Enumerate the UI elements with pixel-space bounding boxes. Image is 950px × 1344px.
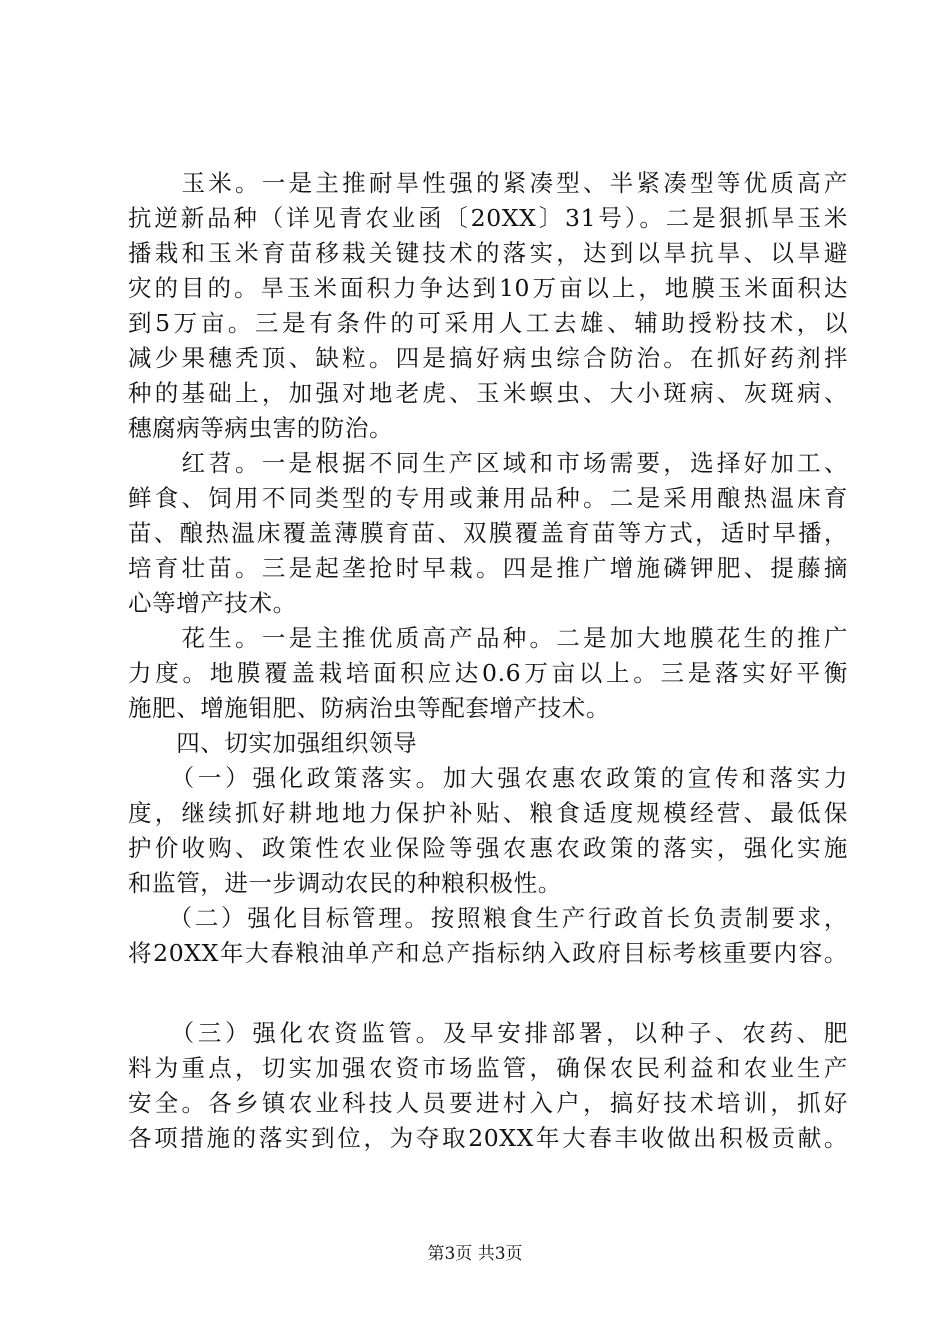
corn-paragraph-line-4: 灾的目的。旱玉米面积力争达到10万亩以上，地膜玉米面积达 [128, 274, 848, 302]
policy-paragraph-line-2: 度，继续抓好耕地地力保护补贴、粮食适度规模经营、最低保 [128, 799, 848, 827]
corn-paragraph-line-8: 穗腐病等病虫害的防治。 [128, 414, 394, 442]
corn-paragraph-line-1: 玉米。一是主推耐旱性强的紧凑型、半紧凑型等优质高产 [128, 169, 848, 197]
peanut-paragraph-line-3: 施肥、增施钼肥、防病治虫等配套增产技术。 [128, 694, 610, 722]
corn-paragraph-line-5: 到5万亩。三是有条件的可采用人工去雄、辅助授粉技术，以 [128, 309, 848, 337]
target-paragraph-line-1: （二）强化目标管理。按照粮食生产行政首长负责制要求， [128, 904, 848, 932]
supervision-paragraph-line-2: 料为重点，切实加强农资市场监管，确保农民利益和农业生产 [128, 1054, 848, 1082]
corn-paragraph-line-6: 减少果穗秃顶、缺粒。四是搞好病虫综合防治。在抓好药剂拌 [128, 344, 848, 372]
corn-paragraph-line-2: 抗逆新品种（详见青农业函〔20XX〕31号）。二是狠抓旱玉米 [128, 204, 848, 232]
policy-paragraph-line-4: 和监管，进一步调动农民的种粮积极性。 [128, 869, 562, 897]
policy-paragraph-line-3: 护价收购、政策性农业保险等强农惠农政策的落实，强化实施 [128, 834, 848, 862]
peanut-paragraph-line-1: 花生。一是主推优质高产品种。二是加大地膜花生的推广 [128, 624, 848, 652]
peanut-paragraph-line-2: 力度。地膜覆盖栽培面积应达0.6万亩以上。三是落实好平衡 [128, 659, 848, 687]
sweet-potato-paragraph-line-5: 心等增产技术。 [128, 589, 297, 617]
corn-paragraph-line-7: 种的基础上，加强对地老虎、玉米螟虫、大小斑病、灰斑病、 [128, 379, 848, 407]
sweet-potato-paragraph-line-3: 苗、酿热温床覆盖薄膜育苗、双膜覆盖育苗等方式，适时早播， [128, 519, 848, 547]
policy-paragraph-line-1: （一）强化政策落实。加大强农惠农政策的宣传和落实力 [128, 764, 848, 792]
target-paragraph-line-2: 将20XX年大春粮油单产和总产指标纳入政府目标考核重要内容。 [128, 939, 848, 967]
supervision-paragraph-line-3: 安全。各乡镇农业科技人员要进村入户，搞好技术培训，抓好 [128, 1089, 848, 1117]
sweet-potato-paragraph-line-2: 鲜食、饲用不同类型的专用或兼用品种。二是采用酿热温床育 [128, 484, 848, 512]
sweet-potato-paragraph-line-4: 培育壮苗。三是起垄抢时早栽。四是推广增施磷钾肥、提藤摘 [128, 554, 848, 582]
corn-paragraph-line-3: 播栽和玉米育苗移栽关键技术的落实，达到以旱抗旱、以旱避 [128, 239, 848, 267]
sweet-potato-paragraph-line-1: 红苕。一是根据不同生产区域和市场需要，选择好加工、 [128, 449, 848, 477]
supervision-paragraph-line-1: （三）强化农资监管。及早安排部署，以种子、农药、肥 [128, 1019, 848, 1047]
page-number-footer: 第3页 共3页 [427, 1244, 523, 1264]
section-heading: 四、切实加强组织领导 [128, 729, 418, 757]
supervision-paragraph-line-4: 各项措施的落实到位，为夺取20XX年大春丰收做出积极贡献。 [128, 1124, 848, 1152]
